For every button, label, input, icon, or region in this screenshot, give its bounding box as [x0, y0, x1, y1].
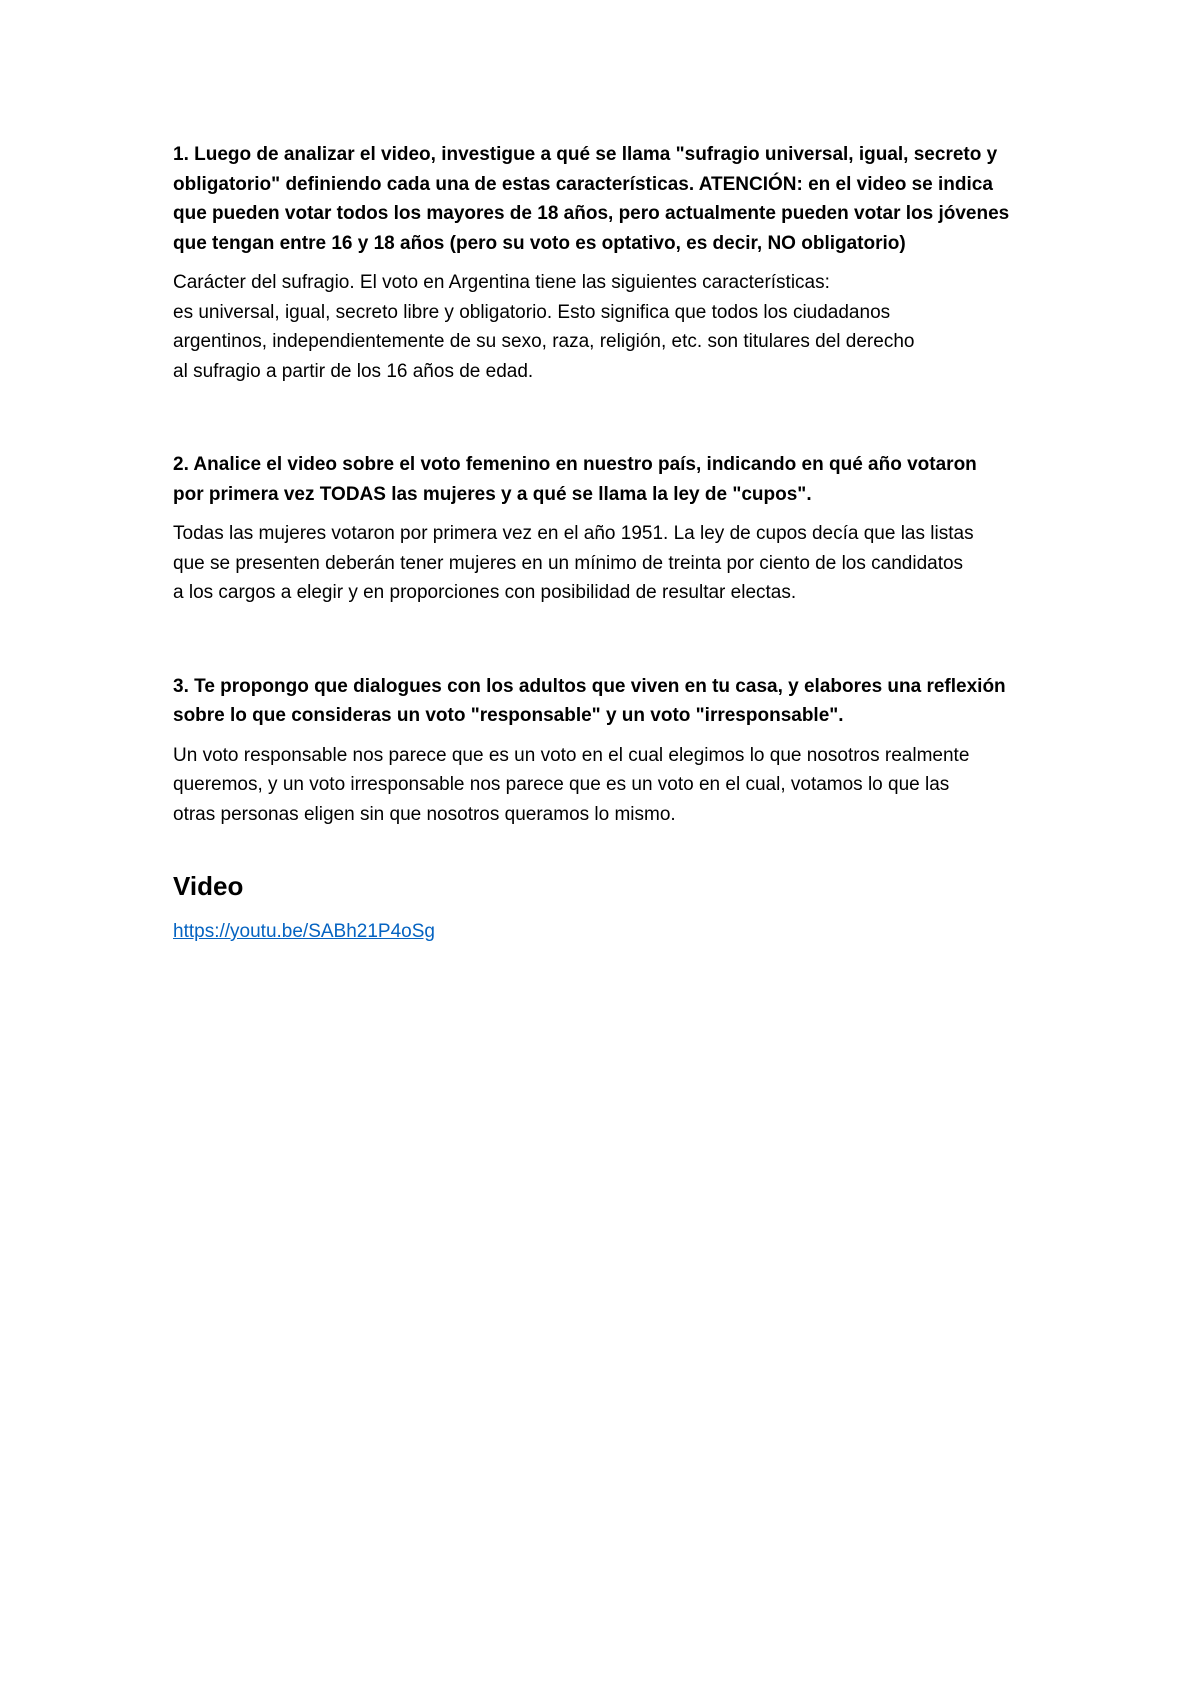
- question-section-3: [173, 672, 1053, 830]
- answer-line: Todas las mujeres votaron por primera vez en el año 1951. La ley de cupos decía que las listas: [173, 523, 974, 544]
- answer-line: Carácter del sufragio. El voto en Argentina tiene las siguientes características:: [173, 272, 830, 293]
- question-line: 1. Luego de analizar el video, investigue a qué se llama "sufragio universal, igual, secreto y: [173, 144, 998, 165]
- answer-line: al sufragio a partir de los 16 años de edad.: [173, 360, 534, 382]
- answer-3: [173, 741, 1053, 830]
- question-1: [173, 140, 1053, 258]
- video-section: [173, 869, 1053, 945]
- video-heading: Video: [173, 871, 244, 901]
- answer-line: es universal, igual, secreto libre y obligatorio. Esto significa que todos los ciudadanos: [173, 301, 891, 323]
- document-page: [173, 140, 1053, 945]
- answer-line: otras personas eligen sin que nosotros queramos lo mismo.: [173, 803, 676, 825]
- question-line: que tengan entre 16 y 18 años (pero su voto es optativo, es decir, NO obligatorio): [173, 232, 906, 254]
- question-section-1: [173, 140, 1053, 386]
- answer-line: queremos, y un voto irresponsable nos parece que es un voto en el cual, votamos lo que las: [173, 774, 950, 795]
- answer-2: [173, 519, 1053, 608]
- question-line: por primera vez TODAS las mujeres y a qué se llama la ley de "cupos".: [173, 483, 812, 505]
- question-line: 3. Te propongo que dialogues con los adultos que viven en tu casa, y elabores una reflexión: [173, 675, 1006, 697]
- answer-1: [173, 268, 1053, 386]
- question-3: [173, 672, 1053, 731]
- answer-line: argentinos, independientemente de su sexo, raza, religión, etc. son titulares del derecho: [173, 331, 915, 352]
- question-line: sobre lo que consideras un voto "responsable" y un voto "irresponsable".: [173, 705, 844, 726]
- question-line: 2. Analice el video sobre el voto femenino en nuestro país, indicando en qué año votaron: [173, 454, 977, 475]
- question-line: obligatorio" definiendo cada una de estas características. ATENCIÓN: en el video se indica: [173, 173, 993, 195]
- question-line: que pueden votar todos los mayores de 18 años, pero actualmente pueden votar los jóvenes: [173, 203, 1010, 224]
- video-link[interactable]: https://youtu.be/SABh21P4oSg: [173, 921, 435, 942]
- answer-line: Un voto responsable nos parece que es un voto en el cual elegimos lo que nosotros realmente: [173, 744, 970, 766]
- question-section-2: [173, 450, 1053, 608]
- question-2: [173, 450, 1053, 509]
- answer-line: a los cargos a elegir y en proporciones con posibilidad de resultar electas.: [173, 582, 797, 603]
- answer-line: que se presenten deberán tener mujeres en un mínimo de treinta por ciento de los candidatos: [173, 552, 964, 574]
